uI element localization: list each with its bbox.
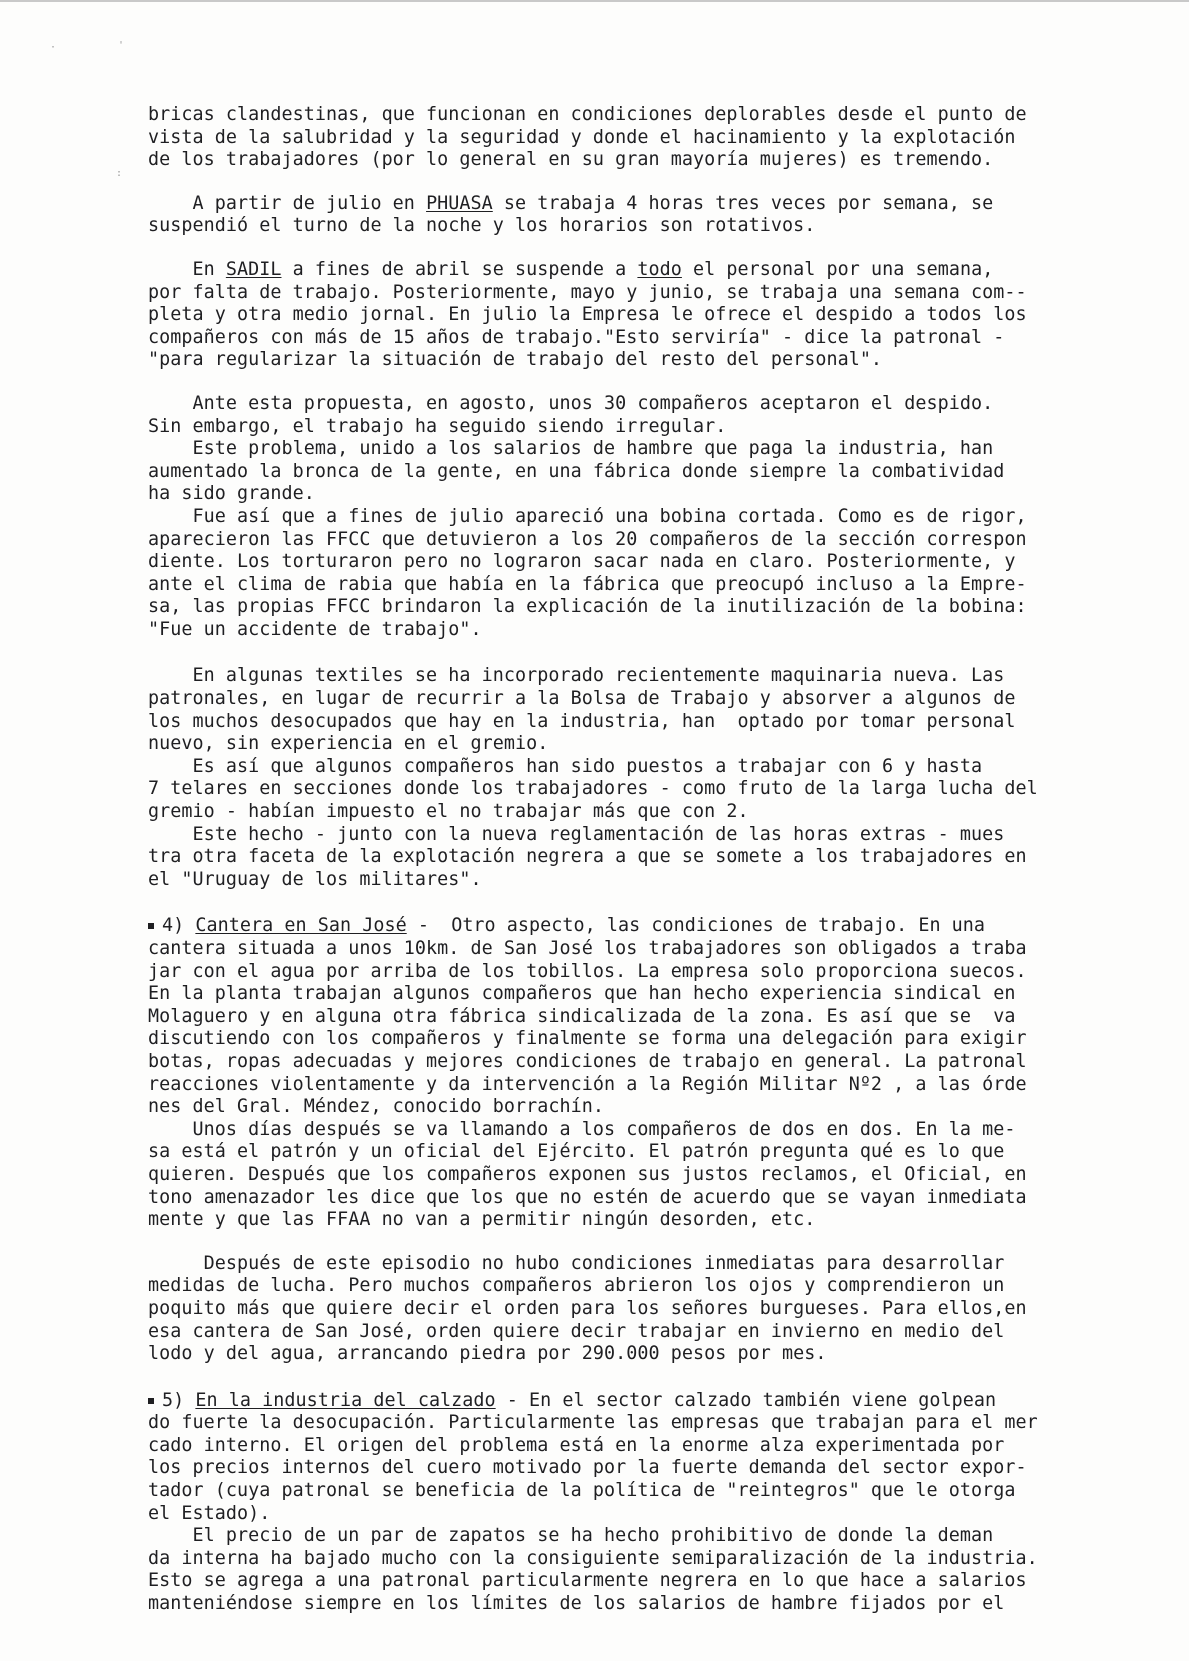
text-line: poquito más que quiere decir el orden para los señores burgueses. Para ellos,en xyxy=(148,1297,1027,1319)
text-line: nuevo, sin experiencia en el gremio. xyxy=(148,733,549,755)
text-line: vista de la salubridad y la seguridad y donde el hacinamiento y la explotación xyxy=(148,126,1016,148)
text-line: reacciones violentamente y da intervención a la Región Militar Nº2 , a las órde xyxy=(148,1073,1027,1095)
text-line: Esto se agrega a una patronal particularmente negrera en lo que hace a salarios xyxy=(148,1570,1027,1592)
typed-text-body xyxy=(148,104,1144,1616)
text-line: lodo y del agua, arrancando piedra por 290.000 pesos por mes. xyxy=(148,1343,827,1365)
scan-speck: · xyxy=(50,42,57,53)
text-line: tono amenazador les dice que los que no estén de acuerdo que se vayan inmediata xyxy=(148,1186,1027,1208)
text-line: aparecieron las FFCC que detuvieron a los 20 compañeros de la sección correspon xyxy=(148,528,1027,550)
text-line: Este problema, unido a los salarios de hambre que paga la industria, han xyxy=(148,438,994,460)
text-line: Después de este episodio no hubo condiciones inmediatas para desarrollar xyxy=(148,1252,1005,1274)
text-line: Es así que algunos compañeros han sido puestos a trabajar con 6 y hasta xyxy=(148,755,983,777)
page-top-edge xyxy=(0,0,1189,2)
text-line: da interna ha bajado mucho con la consiguiente semiparalización de la industria. xyxy=(148,1547,1038,1569)
text-line: Molaguero y en alguna otra fábrica sindicalizada de la zona. Es así que se va xyxy=(148,1005,1016,1027)
text-line: "Fue un accidente de trabajo". xyxy=(148,618,482,640)
text-line: do fuerte la desocupación. Particularmente las empresas que trabajan para el mer xyxy=(148,1412,1038,1434)
text-line: cado interno. El origen del problema está en la enorme alza experimentada por xyxy=(148,1434,1005,1456)
text-line: compañeros con más de 15 años de trabajo."Esto serviría" - dice la patronal - xyxy=(148,326,1005,348)
text-line: Fue así que a fines de julio apareció una bobina cortada. Como es de rigor, xyxy=(148,505,1027,527)
scan-speck: : xyxy=(116,168,123,179)
text-line: pleta y otra medio jornal. En julio la Empresa le ofrece el despido a todos los xyxy=(148,304,1027,326)
text-line: diente. Los torturaron pero no lograron sacar nada en claro. Posteriormente, y xyxy=(148,551,1016,573)
text-line: bricas clandestinas, que funcionan en condiciones deplorables desde el punto de xyxy=(148,104,1027,125)
text-line: En la planta trabajan algunos compañeros que han hecho experiencia sindical en xyxy=(148,983,1016,1005)
text-line: medidas de lucha. Pero muchos compañeros abrieron los ojos y comprendieron un xyxy=(148,1275,1005,1297)
underlined-word: todo xyxy=(637,258,682,280)
underlined-company-name: SADIL xyxy=(225,258,282,280)
text-line: suspendió el turno de la noche y los horarios son rotativos. xyxy=(148,215,816,237)
text-line: mente y que las FFAA no van a permitir ningún desorden, etc. xyxy=(148,1209,816,1231)
text-line: Este hecho - junto con la nueva reglamentación de las horas extras - mues xyxy=(148,823,1005,845)
section-heading-line: 5) En la industria del calzado - En el sector calzado también viene golpean xyxy=(148,1390,1144,1413)
text-line: el Estado). xyxy=(148,1502,271,1524)
text-line: A partir de julio en PHUASA se trabaja 4 horas tres veces por semana, se xyxy=(148,192,994,214)
section-heading-line: 4) Cantera en San José - Otro aspecto, las condiciones de trabajo. En una xyxy=(148,915,1144,938)
text-line: "para regularizar la situación de trabajo del resto del personal". xyxy=(148,349,883,371)
text-line: 7 telares en secciones donde los trabajadores - como fruto de la larga lucha del xyxy=(148,778,1038,800)
underlined-company-name: PHUASA xyxy=(426,192,493,214)
text-line: nes del Gral. Méndez, conocido borrachín. xyxy=(148,1096,605,1118)
text-line: los precios internos del cuero motivado por la fuerte demanda del sector expor- xyxy=(148,1457,1027,1479)
text-line: cantera situada a unos 10km. de San José los trabajadores son obligados a traba xyxy=(148,938,1027,959)
text-line: quieren. Después que los compañeros exponen sus justos reclamos, el Oficial, en xyxy=(148,1163,1027,1185)
section-title: Cantera en San José xyxy=(195,915,407,937)
text-line: aumentado la bronca de la gente, en una fábrica donde siempre la combatividad xyxy=(148,460,1005,482)
text-line: jar con el agua por arriba de los tobillos. La empresa solo proporciona suecos. xyxy=(148,960,1027,982)
text-line: ha sido grande. xyxy=(148,483,315,505)
text-line: patronales, en lugar de recurrir a la Bolsa de Trabajo y absorver a algunos de xyxy=(148,688,1016,710)
text-line: por falta de trabajo. Posteriormente, mayo y junio, se trabaja una semana com-- xyxy=(148,281,1027,303)
section-title: En la industria del calzado xyxy=(195,1389,496,1411)
text-line: el "Uruguay de los militares". xyxy=(148,868,482,890)
text-line: esa cantera de San José, orden quiere decir trabajar en invierno en medio del xyxy=(148,1320,1005,1342)
text-line: discutiendo con los compañeros y finalmente se forma una delegación para exigir xyxy=(148,1028,1027,1050)
text-line: sa, las propias FFCC brindaron la explicación de la inutilización de la bobina: xyxy=(148,596,1027,618)
text-line: En algunas textiles se ha incorporado recientemente maquinaria nueva. Las xyxy=(148,665,1005,687)
bullet-mark xyxy=(148,923,154,929)
text-line: de los trabajadores (por lo general en su gran mayoría mujeres) es tremendo. xyxy=(148,149,994,171)
text-line: sa está el patrón y un oficial del Ejército. El patrón pregunta qué es lo que xyxy=(148,1141,1005,1163)
text-line: tador (cuya patronal se beneficia de la política de "reintegros" que le otorga xyxy=(148,1480,1016,1502)
text-line: El precio de un par de zapatos se ha hecho prohibitivo de donde la deman xyxy=(148,1525,994,1547)
bullet-mark xyxy=(148,1398,154,1404)
text-line: los muchos desocupados que hay en la industria, han optado por tomar personal xyxy=(148,710,1016,732)
text-line: ante el clima de rabia que había en la fábrica que preocupó incluso a la Empre- xyxy=(148,573,1027,595)
text-line: botas, ropas adecuadas y mejores condiciones de trabajo en general. La patronal xyxy=(148,1050,1027,1072)
text-line: Sin embargo, el trabajo ha seguido siendo irregular. xyxy=(148,415,727,437)
text-line: Ante esta propuesta, en agosto, unos 30 compañeros aceptaron el despido. xyxy=(148,392,994,414)
text-line: Unos días después se va llamando a los compañeros de dos en dos. En la me- xyxy=(148,1118,1016,1140)
text-line: manteniéndose siempre en los límites de los salarios de hambre fijados por el xyxy=(148,1593,1005,1615)
scan-speck: ' xyxy=(118,40,125,51)
text-line: tra otra faceta de la explotación negrera a que se somete a los trabajadores en xyxy=(148,846,1027,868)
text-line: gremio - habían impuesto el no trabajar más que con 2. xyxy=(148,801,749,823)
text-line: En SADIL a fines de abril se suspende a todo el personal por una semana, xyxy=(148,258,994,280)
